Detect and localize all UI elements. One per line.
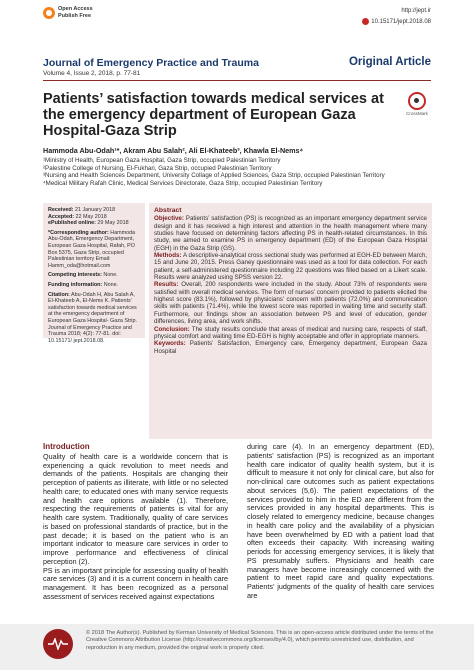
header-divider [43, 80, 431, 81]
affiliation-3: ³Nursing and Health Sciences Department, University Collage of Applied Sciences, Gaza Strip, occupied Palestinian Territory [43, 172, 385, 180]
open-access-logo [43, 6, 93, 19]
funding-value: None. [102, 281, 119, 288]
affiliation-4: ⁴Medical Military Rafah Clinic, Medical Services Directorate, Gaza Strip, occupied Palestinian Territory [43, 179, 323, 187]
keywords-label: Keywords: [154, 340, 186, 348]
introduction-heading: Introduction [43, 442, 90, 451]
methods-label: Methods: [154, 252, 182, 260]
article-title: Patients’ satisfaction towards medical services at the emergency department of European Gaza Hospital-Gaza Strip [43, 91, 384, 139]
published-value: 29 May 2018 [95, 220, 129, 227]
corresponding-value: Hammoda Abu-Odah, Emergency Department, European Gaza Hospital, Rafah, PO Box 5375, Gaza Strip, occupied Palestinian territory Email: Hamm_oda@hotmail.com [48, 229, 136, 269]
body-column-right [247, 443, 434, 601]
received-value: 21 January 2018 [73, 207, 116, 213]
citation [48, 292, 140, 345]
article-type: Original Article [348, 56, 431, 68]
abstract-objective [154, 215, 427, 252]
funding-label: Funding information: [48, 281, 103, 288]
methods-text: A descriptive-analytical cross sectional study was performed at EGH-ED between March, 15 and June 20, 2015. Press Ganey questionnaire was used as a tool for data collection. For each patient, a self-administered questionnaire including 22 questions was filled based on a Likert scale. Results were analyzed using SPSS version 22. [154, 252, 427, 282]
crossmark-badge[interactable] [406, 92, 428, 116]
affiliation-1: ¹Ministry of Health, European Gaza Hospital, Gaza Strip, occupied Palestinian Territory [43, 157, 281, 164]
affiliation-2: ²Palestine College of Nursing, El-Fukhari, Gaza Strip, occupied Palestinian Territory [43, 164, 272, 172]
footer-bar [0, 624, 474, 670]
abstract-results [154, 281, 427, 325]
accepted-value: 22 May 2018 [74, 213, 107, 220]
conclusion-text: The study results conclude that areas of medical and nursing care, respects of staff, physical comfort and waiting time ED-EGH is highly acceptable and offer in appropriate manners. [154, 325, 427, 340]
journal-meta: Volume 4, Issue 2, 2018, p. 77-81 [43, 70, 141, 77]
received-date [48, 207, 140, 214]
introduction-text-right: during care (4). In an emergency department (ED), patients’ satisfaction (PS) is recognized as an important health care indicator of quality health system, but it is difficult to measure it not only for clinical care, but also for non-clinical care outcomes such as patient expectations about services (5,6). The patient expectations of the services provided to him in the ED are different from the services provided in any hospital departments. This is closely related to emergency medicine, because changes in health care policy and the availability of a physician have been overwhelmed by ED with a patient load that often exceeds their capacity. With increasing waiting periods for accessing emergency services, it is likely that PS presumably suffers. Physicians and health care managers have become increasingly concerned with the patient to meet rapid care and quality expectations. Patients’ judgments of the quality of health care services are [247, 442, 434, 600]
doi-text[interactable]: 10.15171/jept.2018.08 [371, 18, 431, 25]
competing-label: Competing interests: [48, 272, 102, 279]
oa-line1: Open Access [58, 6, 93, 12]
abstract-heading: Abstract [154, 207, 182, 214]
oa-line2: Publish Free [58, 12, 92, 19]
results-text: Overall, 200 respondents were included in the study. About 73% of respondents were satisfied with overall medical services. The form of nurses’ concern provided to patients elicited the highest score (83.1%), followed by physicians’ concern with patients (72.0%) and communication skills with patients (71.4%), while the lowest score was reported in waiting time and security staff. Furthermore, our findings show an association between PS and level of education, gender differences, living area, and work shifts. [154, 281, 427, 326]
published-label: ePublished online: [48, 220, 96, 227]
competing-interests [48, 272, 140, 279]
doi-line[interactable] [362, 18, 431, 25]
accepted-date [48, 214, 140, 221]
journal-title: Journal of Emergency Practice and Trauma [43, 57, 259, 69]
accepted-label: Accepted: [48, 213, 75, 220]
abstract-box [149, 203, 432, 439]
crossmark-icon [408, 92, 426, 110]
abstract-keywords [154, 340, 427, 355]
results-label: Results: [154, 281, 179, 289]
citation-value: Abu-Odah H, Abu Salah A, El-Khateeb A, El-Nems K. Patients’ satisfaction towards medical services at the emergency department of European Gaza Hospital- Gaza Strip. Journal of Emergency Practice and Trauma 2018; 4(2): 77-81. doi: 10.15171/ jept.2018.08. [48, 291, 137, 344]
citation-label: Citation: [48, 291, 70, 298]
abstract-methods [154, 252, 427, 281]
objective-label: Objective: [154, 215, 184, 223]
keywords-text: Patients’ Satisfaction, Emergency care, Emergency department, European Gaza Hospital [154, 340, 427, 355]
open-access-text [58, 6, 93, 19]
abstract-conclusion [154, 326, 427, 341]
top-bar [43, 6, 431, 28]
published-date [48, 220, 140, 227]
author-list: Hammoda Abu-Odah¹*, Akram Abu Salah², Ali El-Khateeb³, Khawla El-Nems⁴ [43, 146, 304, 155]
body-column-left [43, 443, 228, 602]
license-text: © 2018 The Author(s). Published by Kerman University of Medical Sciences. This is an open-access article distributed under the terms of the Creative Commons Attribution License (http://creativecommons.org/licenses/by/4.0), which permits unrestricted use, distribution, and reproduction in any medium, provided the original work is properly cited. [86, 630, 434, 651]
received-label: Received: [48, 207, 74, 213]
conclusion-label: Conclusion: [154, 325, 190, 333]
funding-information [48, 282, 140, 289]
doi-icon [362, 18, 369, 25]
site-url-link[interactable]: http://jept.ir [401, 8, 431, 14]
introduction-text-left: Quality of health care is a worldwide concern that is experiencing a quick revolution to meet needs and demands of the patients. Hospitals are changing their perception of patients as illiterate, with little or no selected health care; to educated ones with many service requests and health care options available (1). Therefore, respecting the requirements of patients is vital for any health care system. Traditionally, quality of care services is based on professional standards of practice, but in the past decade; it is based on the patient who is an important indicator to measure care services in order to improve performance and effectiveness of clinical perception (2). PS is an important principle for assessing quality of health care services (3) and it is a current concern in health care management. It has been recognized as a personal assessment of services received against expectations [43, 451, 228, 601]
corresponding-label: *Corresponding author: [48, 229, 109, 236]
objective-text: Patients’ satisfaction (PS) is recognized as an important emergency department service design and it has received a high interest and attention in the health management where many studies have focused on determining factors affecting PS in health-related circumstances. In this study, we aimed to examine PS in emergency department (ED) of the European Gaza Hospital (EGH) in the Gaza Strip (GS). [154, 215, 427, 252]
crossmark-label: CrossMark [406, 111, 428, 116]
competing-value: None. [101, 272, 118, 279]
open-access-icon [43, 7, 55, 19]
publisher-logo-icon [43, 629, 73, 659]
affiliations [43, 157, 433, 187]
corresponding-author [48, 230, 140, 270]
article-info-box [43, 203, 145, 344]
